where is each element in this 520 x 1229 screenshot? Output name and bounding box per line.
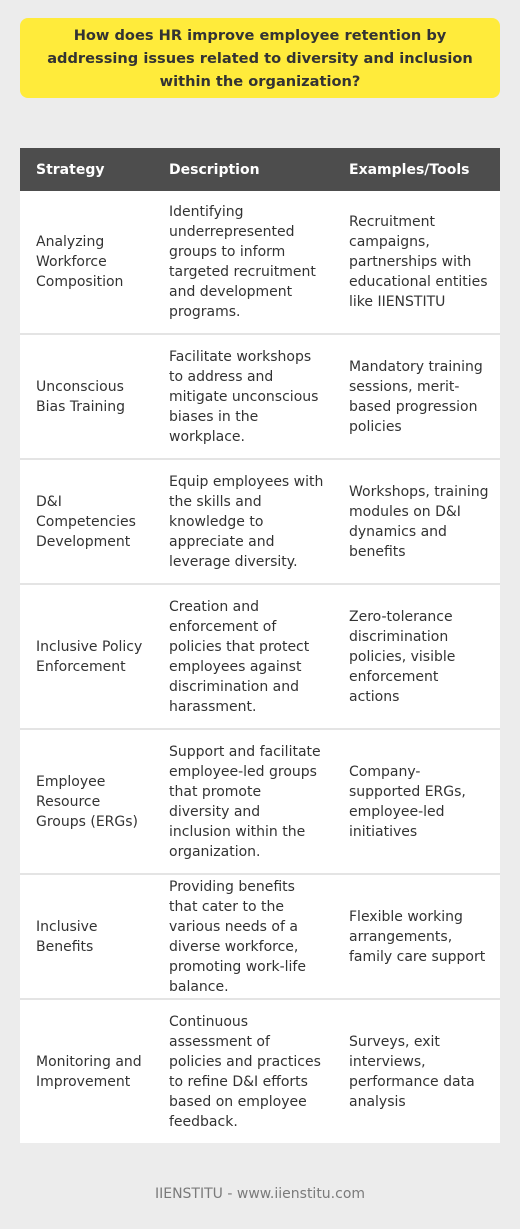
title-banner bbox=[20, 18, 500, 98]
strategy-cell: Analyzing Workforce Composition bbox=[20, 191, 155, 334]
header-strategy: Strategy bbox=[20, 148, 155, 191]
description-cell: Creation and enforcement of policies that protect employees against discrimination and harassment. bbox=[155, 584, 335, 729]
page-title: How does HR improve employee retention by addressing issues related to diversity and inclusion within the organization? bbox=[47, 26, 473, 90]
description-cell: Providing benefits that cater to the various needs of a diverse workforce, promoting work-life balance. bbox=[155, 874, 335, 999]
table-row bbox=[20, 729, 500, 874]
description-cell: Support and facilitate employee-led groups that promote diversity and inclusion within the organization. bbox=[155, 729, 335, 874]
description-cell: Equip employees with the skills and knowledge to appreciate and leverage diversity. bbox=[155, 459, 335, 584]
examples-cell: Zero-tolerance discrimination policies, visible enforcement actions bbox=[335, 584, 500, 729]
examples-cell: Flexible working arrangements, family care support bbox=[335, 874, 500, 999]
examples-cell: Recruitment campaigns, partnerships with educational entities like IIENSTITU bbox=[335, 191, 500, 334]
strategy-cell: D&I Competencies Development bbox=[20, 459, 155, 584]
examples-cell: Surveys, exit interviews, performance data analysis bbox=[335, 999, 500, 1143]
footer-credit: IIENSTITU - www.iienstitu.com bbox=[154, 1186, 366, 1202]
strategy-cell: Employee Resource Groups (ERGs) bbox=[20, 729, 155, 874]
table-header-row bbox=[20, 148, 500, 191]
description-cell: Identifying underrepresented groups to inform targeted recruitment and development programs. bbox=[155, 191, 335, 334]
table-row bbox=[20, 191, 500, 334]
strategy-cell: Inclusive Policy Enforcement bbox=[20, 584, 155, 729]
strategy-cell: Unconscious Bias Training bbox=[20, 334, 155, 459]
table-row bbox=[20, 459, 500, 584]
header-description: Description bbox=[155, 148, 335, 191]
table-row bbox=[20, 334, 500, 459]
table-row bbox=[20, 874, 500, 999]
strategy-table bbox=[20, 148, 500, 1143]
table-row bbox=[20, 584, 500, 729]
examples-cell: Workshops, training modules on D&I dynamics and benefits bbox=[335, 459, 500, 584]
description-cell: Facilitate workshops to address and mitigate unconscious biases in the workplace. bbox=[155, 334, 335, 459]
examples-cell: Mandatory training sessions, merit-based progression policies bbox=[335, 334, 500, 459]
strategy-cell: Monitoring and Improvement bbox=[20, 999, 155, 1143]
examples-cell: Company-supported ERGs, employee-led initiatives bbox=[335, 729, 500, 874]
header-examples: Examples/Tools bbox=[335, 148, 500, 191]
table-row bbox=[20, 999, 500, 1143]
description-cell: Continuous assessment of policies and practices to refine D&I efforts based on employee feedback. bbox=[155, 999, 335, 1143]
strategy-cell: Inclusive Benefits bbox=[20, 874, 155, 999]
